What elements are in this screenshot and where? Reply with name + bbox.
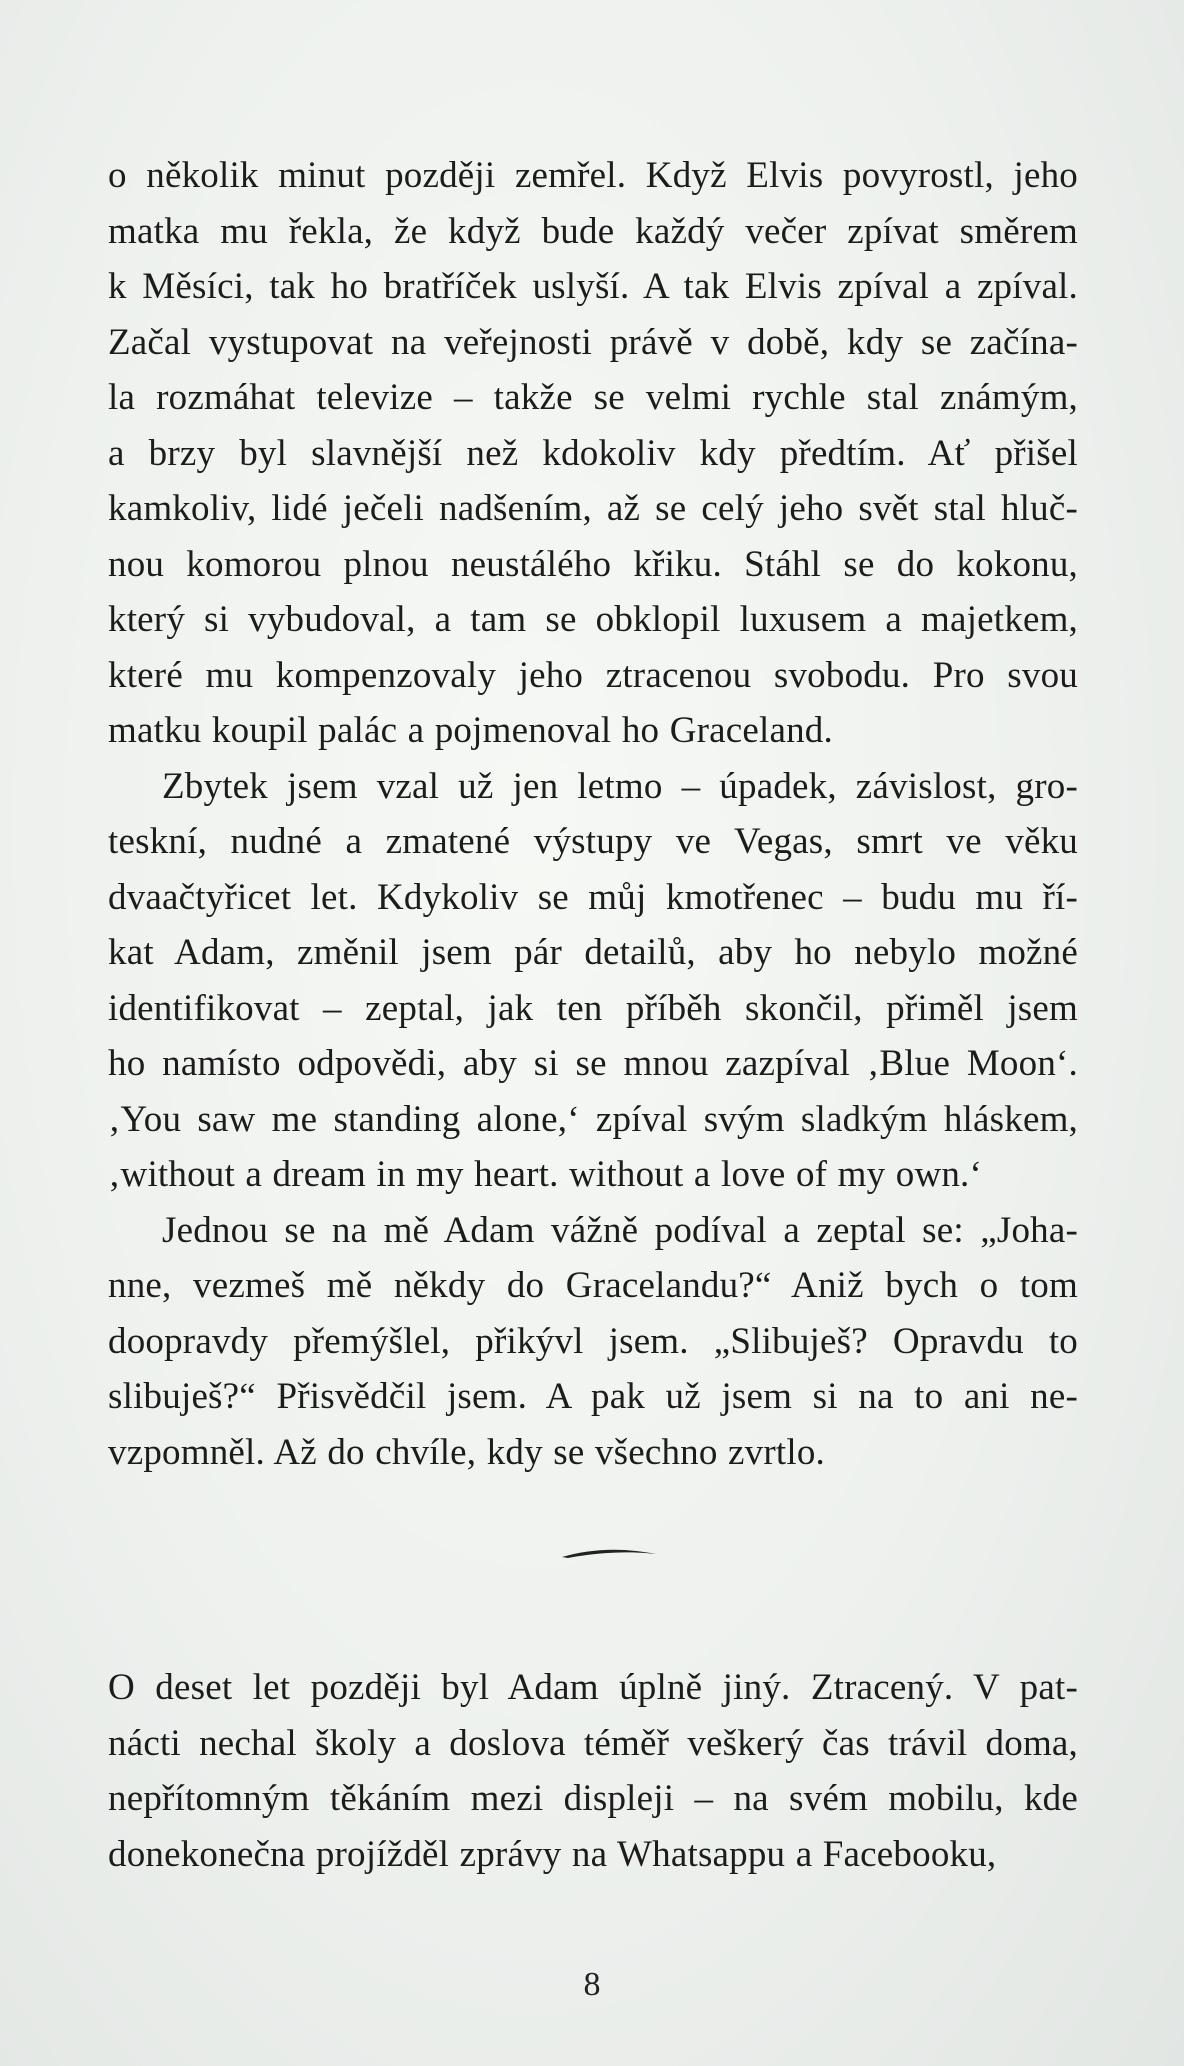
- text-line: doopravdy přemýšlel, přikývl jsem. „Slibuješ? Opravdu to: [108, 1320, 1078, 1362]
- text-line: la rozmáhat televize – takže se velmi rychle stal známým,: [108, 377, 1078, 418]
- text-line: slibuješ?“ Přisvědčil jsem. A pak už jsem si na to ani ne-: [108, 1376, 1078, 1417]
- swash-divider-icon: [560, 1543, 660, 1563]
- text-line: Zbytek jsem vzal už jen letmo – úpadek, závislost, gro-: [162, 765, 1078, 807]
- text-line: kamkoliv, lidé ječeli nadšením, až se celý jeho svět stal hluč-: [108, 488, 1078, 529]
- text-line: matka mu řekla, že když bude každý večer zpívat směrem: [108, 210, 1078, 252]
- text-line: nou komorou plnou neustálého křiku. Stáhl se do kokonu,: [108, 543, 1078, 585]
- text-line: ho namísto odpovědi, aby si se mnou zazpíval ‚Blue Moon‘.: [108, 1043, 1078, 1084]
- text-line: O deset let později byl Adam úplně jiný. Ztracený. V pat-: [108, 1667, 1078, 1708]
- text-line: a brzy byl slavnější než kdokoliv kdy předtím. Ať přišel: [108, 432, 1078, 474]
- text-line: Jednou se na mě Adam vážně podíval a zeptal se: „Joha-: [162, 1209, 1078, 1251]
- text-line: který si vybudoval, a tam se obklopil luxusem a majetkem,: [108, 599, 1078, 640]
- text-line: nne, vezmeš mě někdy do Gracelandu?“ Aniž bych o tom: [108, 1265, 1078, 1306]
- text-line: o několik minut později zemřel. Když Elvis povyrostl, jeho: [108, 155, 1078, 196]
- text-block-top: [108, 148, 1078, 1480]
- text-line: matku koupil palác a pojmenoval ho Graceland.: [108, 710, 833, 751]
- paragraph: [108, 148, 1078, 759]
- page-number: 8: [583, 1966, 601, 2003]
- text-line: donekonečna projížděl zprávy na Whatsappu a Facebooku,: [108, 1833, 997, 1875]
- text-line: vzpomněl. Až do chvíle, kdy se všechno zvrtlo.: [108, 1431, 825, 1473]
- text-line: dvaačtyřicet let. Kdykoliv se můj kmotřenec – budu mu ří-: [108, 876, 1078, 918]
- text-line: Začal vystupovat na veřejnosti právě v době, kdy se začína-: [108, 321, 1078, 363]
- text-line: kat Adam, změnil jsem pár detailů, aby ho nebylo možné: [108, 932, 1078, 973]
- text-line: které mu kompenzovaly jeho ztracenou svobodu. Pro svou: [108, 654, 1078, 696]
- text-line: ‚You saw me standing alone,‘ zpíval svým sladkým hláskem,: [108, 1098, 1078, 1140]
- text-line: ‚without a dream in my heart. without a love of my own.‘: [108, 1154, 983, 1195]
- text-line: nácti nechal školy a doslova téměř veškerý čas trávil doma,: [108, 1722, 1078, 1764]
- text-line: teskní, nudné a zmatené výstupy ve Vegas, smrt ve věku: [108, 821, 1078, 862]
- text-line: k Měsíci, tak ho bratříček uslyší. A tak Elvis zpíval a zpíval.: [108, 266, 1078, 307]
- text-block-bottom: [108, 1660, 1078, 1882]
- text-line: nepřítomným těkáním mezi displeji – na svém mobilu, kde: [108, 1778, 1078, 1819]
- text-line: identifikovat – zeptal, jak ten příběh skončil, přiměl jsem: [108, 987, 1078, 1029]
- paragraph: [108, 1203, 1078, 1481]
- paragraph: [108, 1660, 1078, 1882]
- paragraph: [108, 759, 1078, 1203]
